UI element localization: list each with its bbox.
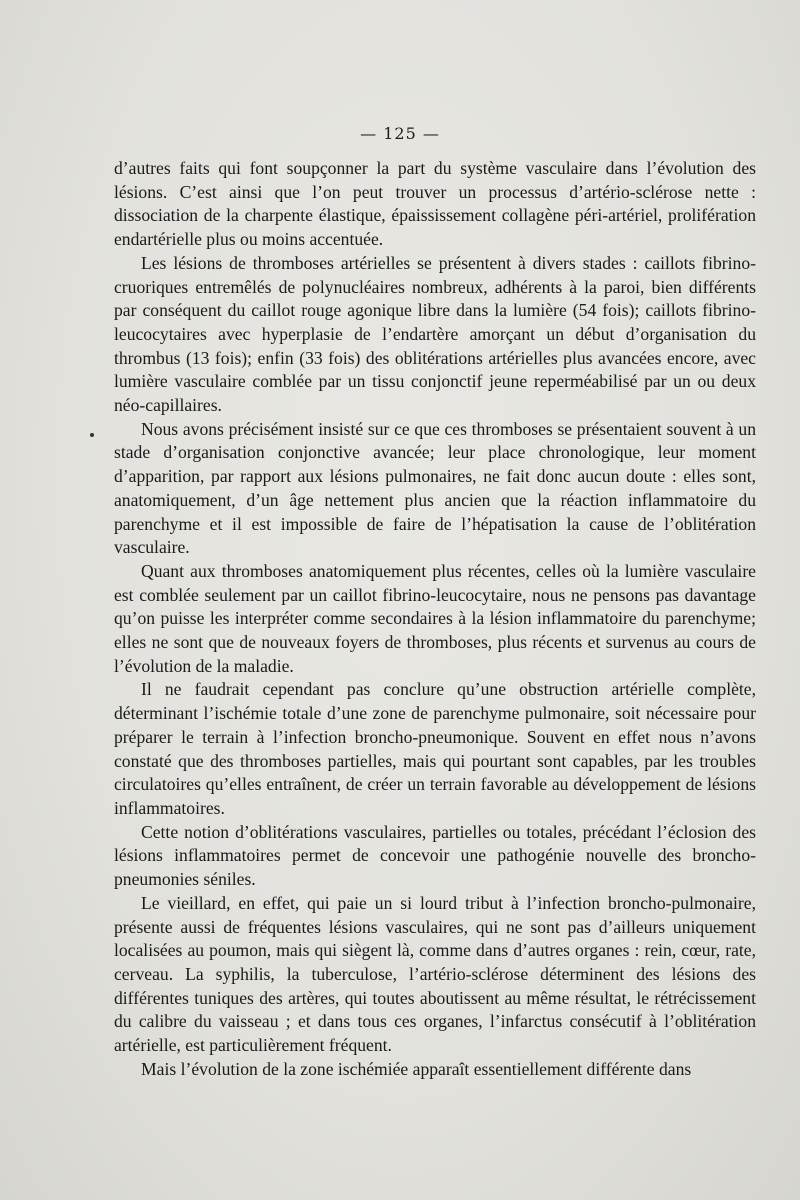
paragraph-3: Nous avons précisément insisté sur ce que ces thromboses se présentaient souvent à un stade d’organisation conjonctive avancée; leur place chronologique, leur moment d’apparition, par rapport aux lésions pulmonaires, ne fait donc aucun doute : elles sont, anatomiquement, d’un âge nettement plus ancien que la réaction inflammatoire du parenchyme et il est impossible de faire de l’hépatisation la cause de l’oblitération vasculaire. bbox=[114, 418, 756, 558]
paragraph-7: Le vieillard, en effet, qui paie un si lourd tribut à l’infection broncho-pulmonaire, présente aussi de fréquentes lésions vasculaires, qui ne sont pas d’ailleurs uniquement localisées au poumon, mais qui siègent là, comme dans d’autres organes : rein, cœur, rate, cerveau. La syphilis, la tuberculose, l’artério-sclérose déterminent des lésions des différentes tuniques des artères, qui toutes aboutissent au même résultat, le rétrécissement du calibre du vaisseau ; et dans tous ces organes, l’infarctus consécutif à l’oblitération artérielle, est particulièrement fréquent. bbox=[114, 892, 756, 1056]
paragraph-4: Quant aux thromboses anatomiquement plus récentes, celles où la lumière vasculaire est comblée seulement par un caillot fibrino-leucocytaire, nous ne pensons pas davantage qu’on puisse les interpréter comme secondaires à la lésion inflammatoire du parenchyme; elles ne sont que de nouveaux foyers de thromboses, plus récents et survenus au cours de l’évolution de la maladie. bbox=[114, 560, 756, 676]
paragraph-6: Cette notion d’oblitérations vasculaires, partielles ou totales, précédant l’éclosion des lésions inflammatoires permet de concevoir une pathogénie nouvelle des broncho-pneumonies séniles. bbox=[114, 821, 756, 890]
paragraph-2: Les lésions de thromboses artérielles se présentent à divers stades : caillots fibrino-cruoriques entremêlés de polynucléaires nombreux, adhérents à la paroi, bien différents par conséquent du caillot rouge agonique libre dans la lumière (54 fois); caillots fibrino-leucocytaires avec hyperplasie de l’endartère amorçant un début d’organisation du thrombus (13 fois); enfin (33 fois) des oblitérations artérielles plus avancées encore, avec lumière vasculaire comblée par un tissu conjonctif jeune reperméabilisé par un ou deux néo-capillaires. bbox=[114, 252, 756, 416]
page-number: — 125 — bbox=[360, 124, 440, 143]
ink-speck bbox=[90, 433, 94, 437]
paragraph-1: d’autres faits qui font soupçonner la part du système vasculaire dans l’évolution des lésions. C’est ainsi que l’on peut trouver un processus d’artério-sclérose nette : dissociation de la charpente élastique, épaississement collagène péri-artériel, prolifération endartérielle plus ou moins accentuée. bbox=[114, 158, 756, 250]
paragraph-8: Mais l’évolution de la zone ischémiée apparaît essentiellement différente dans bbox=[141, 1058, 692, 1079]
paragraph-5: Il ne faudrait cependant pas conclure qu’une obstruction artérielle complète, déterminant l’ischémie totale d’une zone de parenchyme pulmonaire, soit nécessaire pour préparer le terrain à l’infection broncho-pneumonique. Souvent en effet nous n’avons constaté que des thromboses partielles, mais qui pourtant sont capables, par les troubles circulatoires qu’elles entraînent, de créer un terrain favorable au développement de lésions inflammatoires. bbox=[114, 679, 756, 818]
body-text bbox=[114, 157, 756, 1081]
